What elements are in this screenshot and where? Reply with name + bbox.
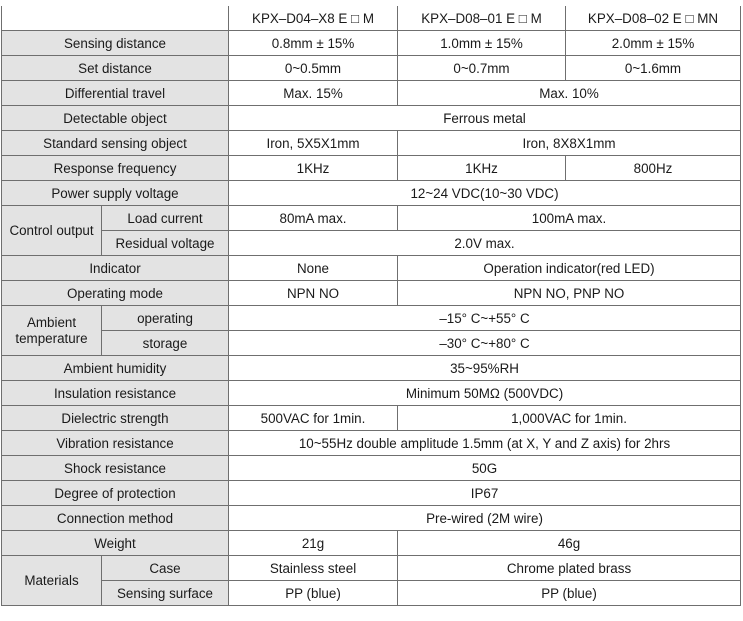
table-row	[2, 181, 741, 206]
value-cell: 46g	[398, 531, 741, 556]
row-label: Response frequency	[2, 156, 229, 181]
table-row	[2, 356, 741, 381]
value-cell: Stainless steel	[229, 556, 398, 581]
value-cell: PP (blue)	[398, 581, 741, 606]
row-label: operating	[102, 306, 229, 331]
model-header-3: KPX–D08–02 E □ MN	[566, 6, 741, 31]
row-label: Indicator	[2, 256, 229, 281]
table-row	[2, 156, 741, 181]
row-label: Differential travel	[2, 81, 229, 106]
value-cell: 12~24 VDC(10~30 VDC)	[229, 181, 741, 206]
row-label: storage	[102, 331, 229, 356]
row-label: Sensing distance	[2, 31, 229, 56]
value-cell: 1.0mm ± 15%	[398, 31, 566, 56]
row-label: Set distance	[2, 56, 229, 81]
table-row	[2, 506, 741, 531]
value-cell: Ferrous metal	[229, 106, 741, 131]
row-label: Detectable object	[2, 106, 229, 131]
table-row	[2, 581, 741, 606]
row-label: Ambient humidity	[2, 356, 229, 381]
row-label: Case	[102, 556, 229, 581]
value-cell: Iron, 5X5X1mm	[229, 131, 398, 156]
value-cell: 0.8mm ± 15%	[229, 31, 398, 56]
value-cell: 35~95%RH	[229, 356, 741, 381]
value-cell: 1,000VAC for 1min.	[398, 406, 741, 431]
value-cell: PP (blue)	[229, 581, 398, 606]
group-label: Ambient temperature	[2, 306, 102, 356]
row-label: Sensing surface	[102, 581, 229, 606]
value-cell: –15° C~+55° C	[229, 306, 741, 331]
table-row	[2, 231, 741, 256]
table-row	[2, 131, 741, 156]
value-cell: Max. 10%	[398, 81, 741, 106]
value-cell: –30° C~+80° C	[229, 331, 741, 356]
value-cell: Minimum 50MΩ (500VDC)	[229, 381, 741, 406]
table-row	[2, 456, 741, 481]
table-row	[2, 106, 741, 131]
table-row	[2, 331, 741, 356]
value-cell: 800Hz	[566, 156, 741, 181]
header-blank-cell	[2, 6, 229, 31]
value-cell: 2.0V max.	[229, 231, 741, 256]
model-header-1: KPX–D04–X8 E □ M	[229, 6, 398, 31]
row-label: Residual voltage	[102, 231, 229, 256]
row-label: Weight	[2, 531, 229, 556]
value-cell: None	[229, 256, 398, 281]
row-label: Connection method	[2, 506, 229, 531]
row-label: Insulation resistance	[2, 381, 229, 406]
value-cell: 80mA max.	[229, 206, 398, 231]
value-cell: 0~0.7mm	[398, 56, 566, 81]
row-label: Degree of protection	[2, 481, 229, 506]
table-row	[2, 431, 741, 456]
table-row	[2, 81, 741, 106]
value-cell: 100mA max.	[398, 206, 741, 231]
row-label: Operating mode	[2, 281, 229, 306]
table-row	[2, 381, 741, 406]
table-row	[2, 206, 741, 231]
value-cell: Iron, 8X8X1mm	[398, 131, 741, 156]
table-row	[2, 31, 741, 56]
row-label: Dielectric strength	[2, 406, 229, 431]
value-cell: NPN NO, PNP NO	[398, 281, 741, 306]
table-row	[2, 306, 741, 331]
value-cell: Max. 15%	[229, 81, 398, 106]
value-cell: Operation indicator(red LED)	[398, 256, 741, 281]
value-cell: 500VAC for 1min.	[229, 406, 398, 431]
row-label: Power supply voltage	[2, 181, 229, 206]
value-cell: IP67	[229, 481, 741, 506]
value-cell: 21g	[229, 531, 398, 556]
value-cell: 0~0.5mm	[229, 56, 398, 81]
value-cell: 10~55Hz double amplitude 1.5mm (at X, Y and Z axis) for 2hrs	[229, 431, 741, 456]
group-label: Control output	[2, 206, 102, 256]
row-label: Shock resistance	[2, 456, 229, 481]
value-cell: Pre-wired (2M wire)	[229, 506, 741, 531]
group-label: Materials	[2, 556, 102, 606]
value-cell: 50G	[229, 456, 741, 481]
table-row	[2, 256, 741, 281]
table-row	[2, 56, 741, 81]
model-header-2: KPX–D08–01 E □ M	[398, 6, 566, 31]
specification-table	[1, 6, 741, 606]
value-cell: 1KHz	[229, 156, 398, 181]
row-label: Vibration resistance	[2, 431, 229, 456]
value-cell: 0~1.6mm	[566, 56, 741, 81]
table-row	[2, 281, 741, 306]
row-label: Load current	[102, 206, 229, 231]
table-row	[2, 406, 741, 431]
table-row	[2, 481, 741, 506]
header-row	[2, 6, 741, 31]
table-row	[2, 531, 741, 556]
row-label: Standard sensing object	[2, 131, 229, 156]
value-cell: Chrome plated brass	[398, 556, 741, 581]
table-row	[2, 556, 741, 581]
value-cell: 1KHz	[398, 156, 566, 181]
value-cell: NPN NO	[229, 281, 398, 306]
value-cell: 2.0mm ± 15%	[566, 31, 741, 56]
